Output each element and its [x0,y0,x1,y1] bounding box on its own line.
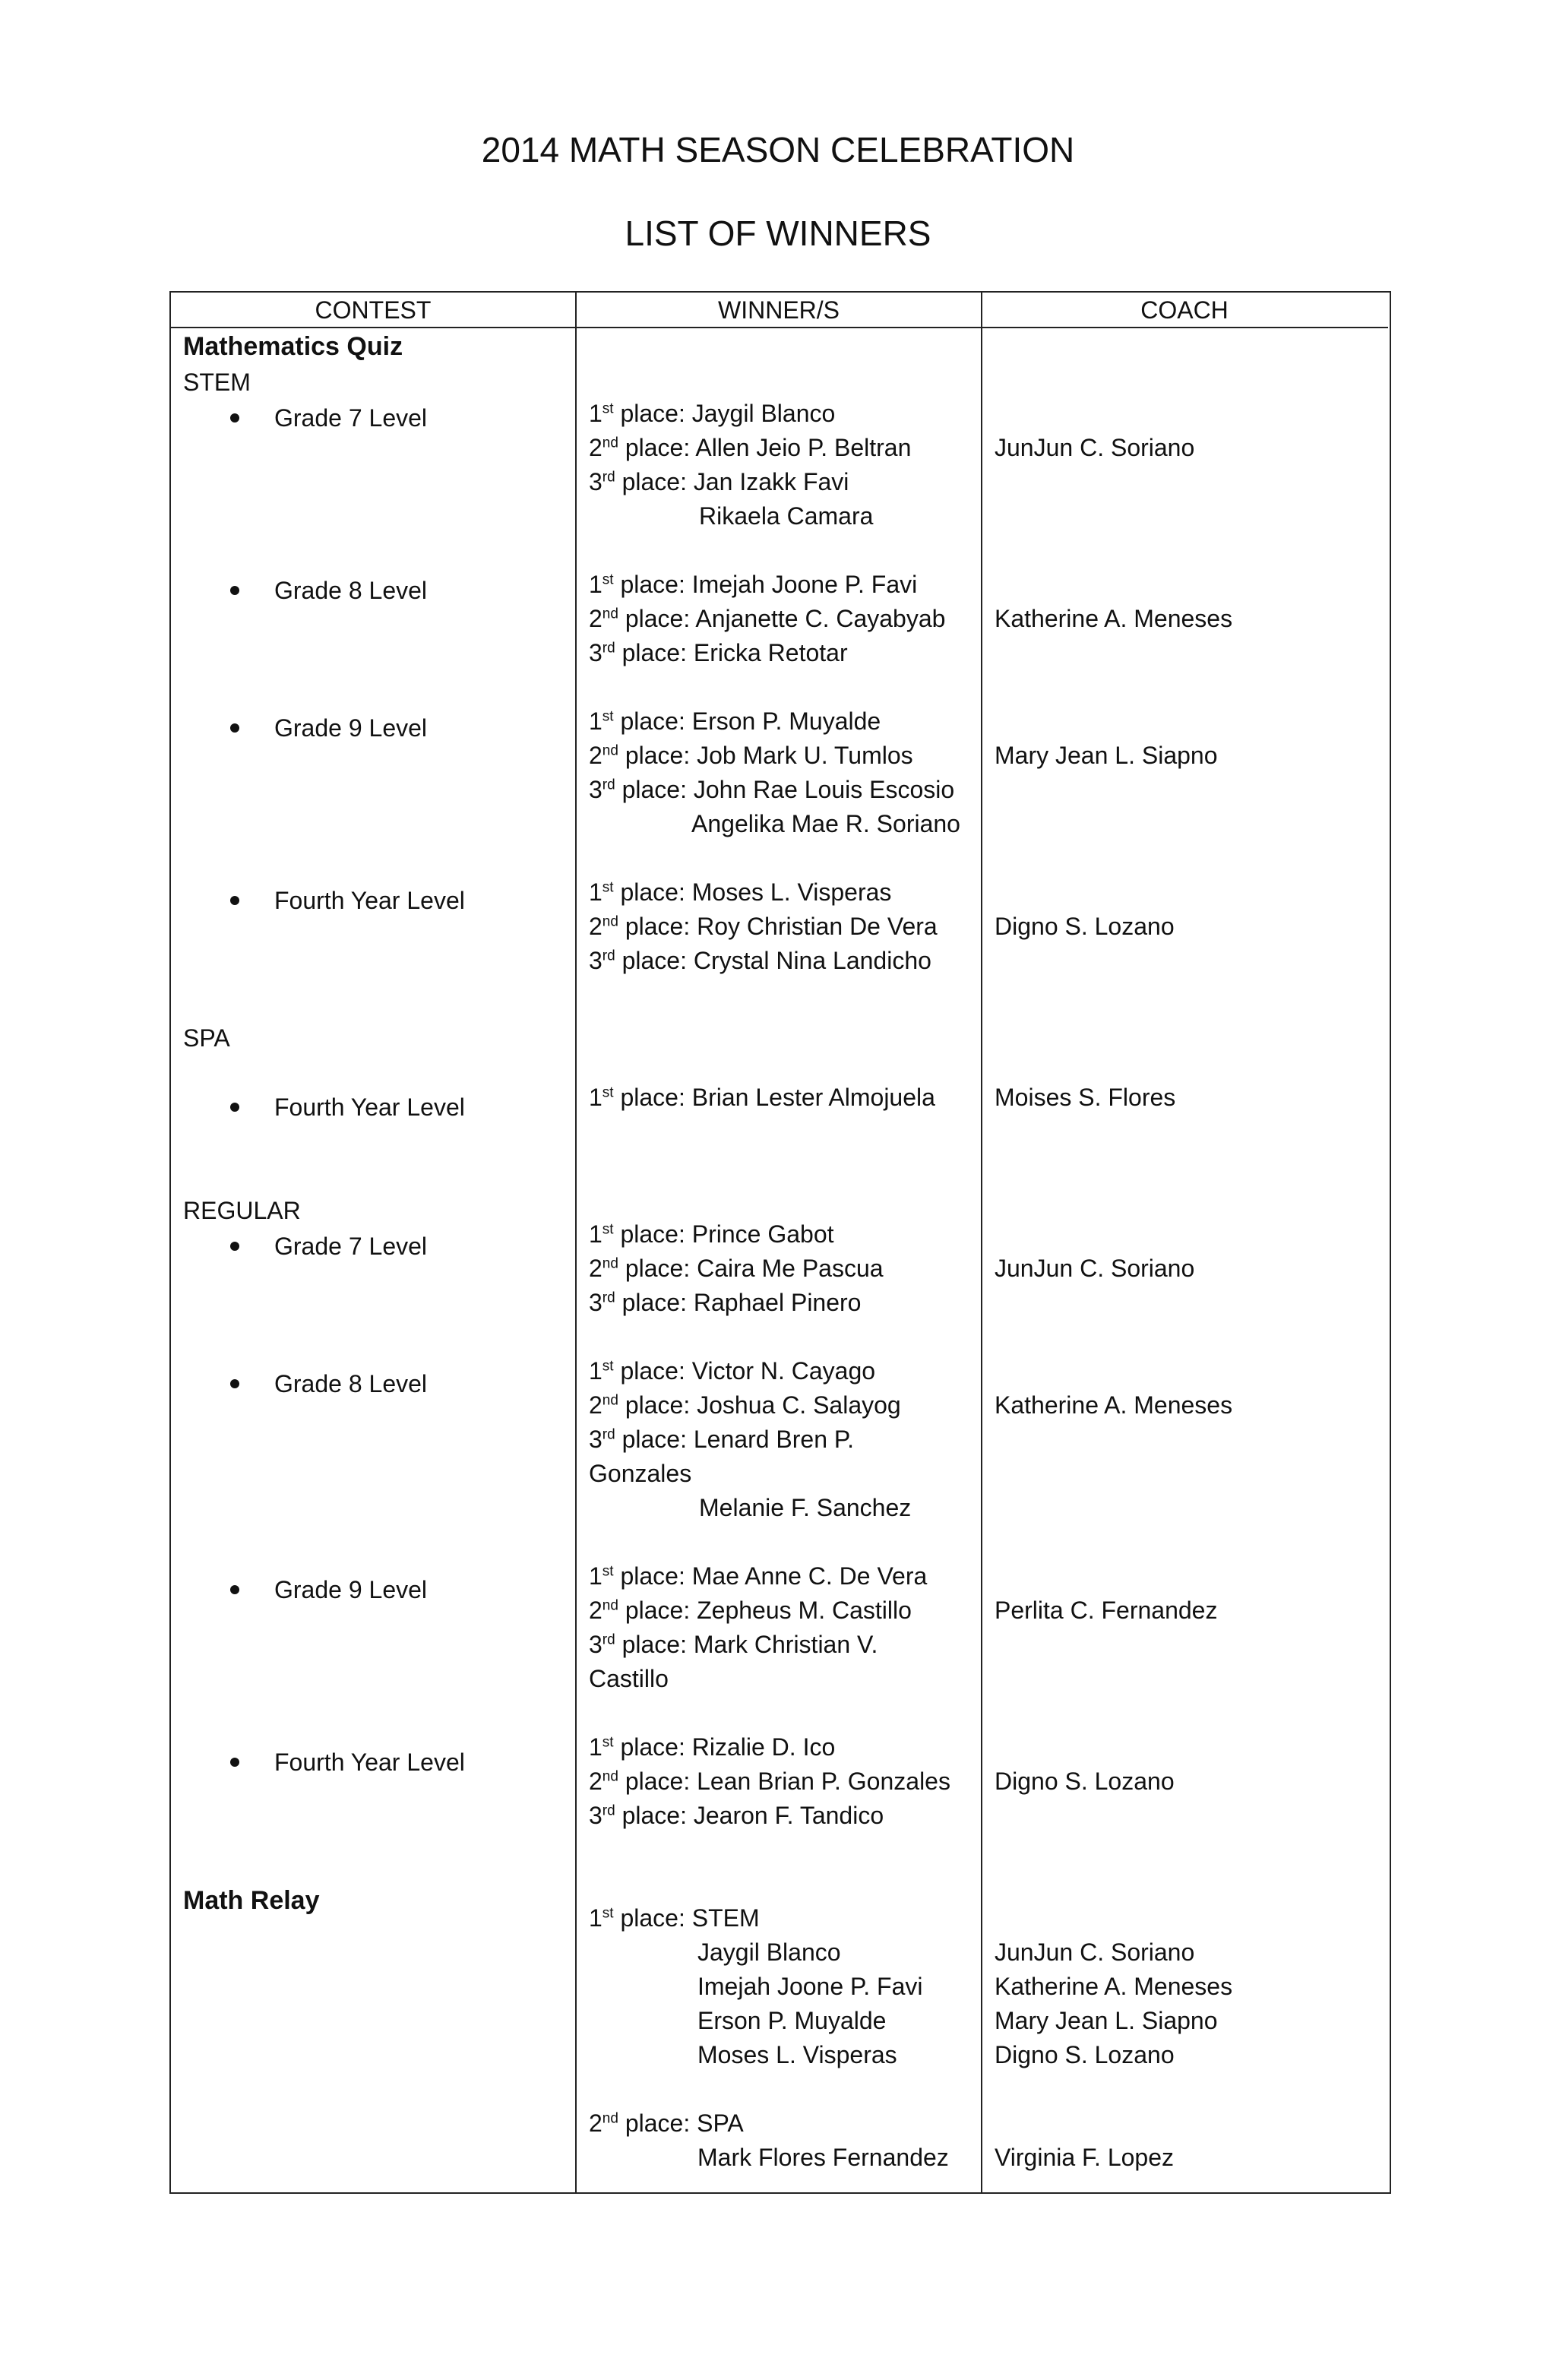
coach-name: Moises S. Flores [995,1084,1176,1111]
placement-line [589,1253,884,1283]
placement-line [589,1082,935,1112]
place-number: 3 [589,468,602,495]
place-number: 2 [589,434,602,461]
winner-name: Angelika Mae R. Soriano [691,810,960,837]
place-number: 2 [589,913,602,940]
place-label: place: [615,1802,694,1829]
placement-line [589,603,945,634]
winner-name: Lenard Bren P. [693,1426,854,1453]
place-ordinal-suffix: nd [602,742,618,759]
place-ordinal-suffix: st [602,571,614,588]
winner-name: Ericka Retotar [693,639,848,666]
place-number: 1 [589,1357,602,1385]
place-ordinal-suffix: rd [602,948,615,964]
bullet-icon [230,1758,239,1767]
place-ordinal-suffix: rd [602,1632,615,1648]
placement-line [589,706,881,736]
coach-name: Perlita C. Fernandez [995,1597,1218,1624]
page-subtitle: LIST OF WINNERS [625,214,931,253]
place-ordinal-suffix: nd [602,1255,618,1272]
place-number: 1 [589,1733,602,1761]
place-number: 2 [589,1255,602,1282]
bullet-icon [230,1242,239,1251]
level-label: Grade 8 Level [274,577,428,604]
winner-name: John Rae Louis Escosio [693,776,955,803]
section-heading-relay: Math Relay [183,1886,320,1915]
bullet-icon [230,1103,239,1112]
place-ordinal-suffix: st [602,1221,614,1238]
place-number: 3 [589,1802,602,1829]
place-number: 3 [589,639,602,666]
place-label: place: [615,468,694,495]
place-ordinal-suffix: nd [602,1597,618,1614]
placement-line [589,1424,854,1454]
place-ordinal-suffix: st [602,400,614,417]
bullet-icon [230,896,239,905]
coach-name: Mary Jean L. Siapno [995,2007,1218,2034]
column-divider [575,291,577,2194]
winner-name: Raphael Pinero [693,1289,862,1316]
header-divider [169,327,1388,328]
place-ordinal-suffix: nd [602,913,618,930]
placement-line [589,1732,835,1762]
relay-member: Imejah Joone P. Favi [697,1973,923,2000]
place-ordinal-suffix: rd [602,1290,615,1306]
placement-line [589,1595,912,1625]
place-label: place: [618,1768,697,1795]
place-label: place: [613,1562,692,1590]
winner-name: Jaygil Blanco [691,400,836,427]
winner-name: Melanie F. Sanchez [699,1494,912,1521]
place-label: place: [613,1733,692,1761]
placement-line [589,1287,861,1318]
level-label: Grade 7 Level [274,404,428,432]
level-label: Fourth Year Level [274,1749,465,1776]
winner-name: STEM [691,1904,760,1932]
coach-name: Digno S. Lozano [995,2041,1175,2068]
winner-name: Mae Anne C. De Vera [691,1562,928,1590]
level-label: Grade 8 Level [274,1370,428,1397]
place-label: place: [613,1220,692,1248]
winner-name: Castillo [589,1665,669,1692]
level-label: Grade 9 Level [274,1576,428,1603]
winner-name: Anjanette C. Cayabyab [695,605,946,632]
coach-name: Katherine A. Meneses [995,605,1233,632]
place-label: place: [618,1597,697,1624]
place-number: 3 [589,947,602,974]
section-heading-quiz: Mathematics Quiz [183,332,403,361]
bullet-icon [230,1379,239,1388]
place-ordinal-suffix: st [602,879,614,896]
place-label: place: [613,1904,692,1932]
place-label: place: [615,947,694,974]
place-number: 3 [589,1426,602,1453]
place-ordinal-suffix: nd [602,435,618,451]
place-ordinal-suffix: nd [602,606,618,622]
placement-line [589,1561,927,1591]
winner-name: SPA [697,2109,744,2137]
level-label: Fourth Year Level [274,887,465,914]
place-label: place: [615,1289,694,1316]
place-ordinal-suffix: st [602,1358,614,1375]
winner-name: Joshua C. Salayog [697,1391,901,1419]
placement-line [589,569,917,600]
place-ordinal-suffix: nd [602,1768,618,1785]
header-coach: COACH [1140,296,1229,324]
coach-name: Katherine A. Meneses [995,1391,1233,1419]
category-label-stem: STEM [183,369,251,396]
place-number: 1 [589,400,602,427]
winner-name: Allen Jeio P. Beltran [695,434,912,461]
placement-line [589,911,938,942]
place-ordinal-suffix: rd [602,777,615,793]
place-label: place: [613,400,692,427]
place-number: 2 [589,605,602,632]
placement-line [589,1800,884,1831]
placement-line [589,774,954,805]
placement-line [589,1766,950,1796]
winner-name: Zepheus M. Castillo [697,1597,912,1624]
place-label: place: [618,913,697,940]
place-ordinal-suffix: nd [602,2110,618,2127]
winner-name: Crystal Nina Landicho [693,947,931,974]
level-label: Fourth Year Level [274,1093,465,1121]
bullet-icon [230,1585,239,1594]
bullet-icon [230,586,239,595]
place-label: place: [615,1631,694,1658]
winner-name: Victor N. Cayago [691,1357,876,1385]
place-ordinal-suffix: rd [602,469,615,486]
coach-name: JunJun C. Soriano [995,1938,1195,1966]
place-ordinal-suffix: rd [602,1802,615,1819]
placement-line [589,945,931,976]
place-label: place: [618,1255,697,1282]
category-label-spa: SPA [183,1024,230,1052]
place-label: place: [618,1391,697,1419]
place-ordinal-suffix: st [602,1563,614,1580]
winner-name: Jan Izakk Favi [693,468,849,495]
coach-name: JunJun C. Soriano [995,1255,1195,1282]
placement-line [589,1219,834,1249]
place-number: 2 [589,742,602,769]
winner-name: Jearon F. Tandico [693,1802,884,1829]
place-label: place: [615,1426,694,1453]
category-label-regular: REGULAR [183,1197,301,1224]
place-label: place: [618,605,696,632]
page-title: 2014 MATH SEASON CELEBRATION [481,130,1075,169]
winner-name: Imejah Joone P. Favi [691,571,918,598]
place-label: place: [613,1357,692,1385]
place-label: place: [615,639,694,666]
place-number: 2 [589,1597,602,1624]
winner-name: Lean Brian P. Gonzales [697,1768,950,1795]
placement-line [589,877,891,907]
place-number: 2 [589,1768,602,1795]
place-number: 1 [589,1220,602,1248]
place-ordinal-suffix: st [602,1084,614,1101]
placement-line [589,1356,875,1386]
place-ordinal-suffix: rd [602,1426,615,1443]
bullet-icon [230,413,239,423]
place-number: 3 [589,1289,602,1316]
placement-line [589,1629,878,1660]
place-label: place: [613,878,692,906]
placement-line [589,638,848,668]
place-ordinal-suffix: nd [602,1392,618,1409]
winner-name: Caira Me Pascua [697,1255,884,1282]
place-number: 1 [589,878,602,906]
placement-line [589,1903,760,1933]
coach-name: Digno S. Lozano [995,1768,1175,1795]
winner-name: Moses L. Visperas [691,878,892,906]
winner-name: Mark Christian V. [693,1631,878,1658]
winner-name: Rikaela Camara [699,502,874,530]
header-winners: WINNER/S [718,296,840,324]
coach-name: Katherine A. Meneses [995,1973,1233,2000]
winner-name: Rizalie D. Ico [691,1733,836,1761]
place-number: 1 [589,1562,602,1590]
place-ordinal-suffix: st [602,1734,614,1751]
placement-line [589,1390,901,1420]
placement-line [589,432,911,463]
winner-name: Roy Christian De Vera [697,913,938,940]
place-label: place: [615,776,694,803]
coach-name: JunJun C. Soriano [995,434,1195,461]
place-number: 2 [589,2109,602,2137]
place-label: place: [613,707,692,735]
place-ordinal-suffix: st [602,708,614,725]
winner-name: Gonzales [589,1460,692,1487]
place-number: 1 [589,1084,602,1111]
placement-line [589,398,835,429]
place-number: 1 [589,1904,602,1932]
winner-name: Prince Gabot [691,1220,834,1248]
bullet-icon [230,723,239,733]
place-label: place: [613,1084,692,1111]
winner-name: Job Mark U. Tumlos [697,742,913,769]
relay-member: Erson P. Muyalde [697,2007,887,2034]
column-divider [981,291,982,2194]
level-label: Grade 7 Level [274,1233,428,1260]
place-label: place: [618,434,696,461]
relay-member: Mark Flores Fernandez [697,2144,949,2171]
placement-line [589,2108,744,2138]
place-label: place: [618,2109,697,2137]
coach-name: Virginia F. Lopez [995,2144,1174,2171]
place-number: 2 [589,1391,602,1419]
place-number: 1 [589,707,602,735]
level-label: Grade 9 Level [274,714,428,742]
header-contest: CONTEST [315,296,432,324]
place-number: 3 [589,776,602,803]
relay-member: Moses L. Visperas [697,2041,897,2068]
placement-line [589,467,849,497]
place-label: place: [613,571,692,598]
winner-name: Erson P. Muyalde [691,707,881,735]
place-number: 3 [589,1631,602,1658]
place-ordinal-suffix: rd [602,640,615,657]
place-number: 1 [589,571,602,598]
coach-name: Mary Jean L. Siapno [995,742,1218,769]
placement-line [589,740,913,771]
winner-name: Brian Lester Almojuela [691,1084,935,1111]
coach-name: Digno S. Lozano [995,913,1175,940]
place-label: place: [618,742,697,769]
place-ordinal-suffix: st [602,1905,614,1922]
relay-member: Jaygil Blanco [697,1938,841,1966]
